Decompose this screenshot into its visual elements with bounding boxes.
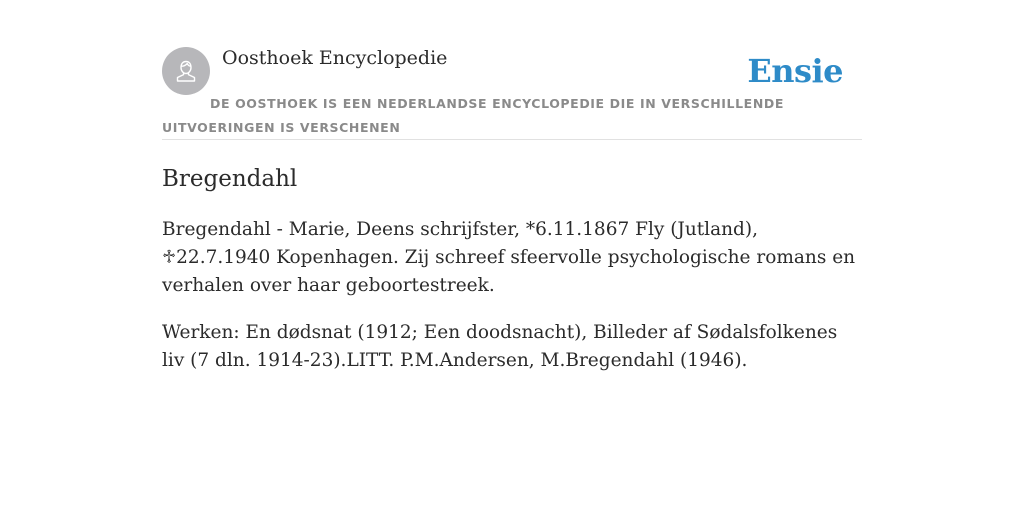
author-tagline: DE OOSTHOEK IS EEN NEDERLANDSE ENCYCLOPEDIE DIE IN VERSCHILLENDE UITVOERINGEN IS VERSCHENEN [162,96,784,135]
article-body [162,216,862,394]
header-divider [162,139,862,140]
ensie-logo[interactable]: Ensie [747,52,843,90]
user-icon [171,56,201,86]
article-paragraph: Bregendahl - Marie, Deens schrijfster, *6.11.1867 Fly (Jutland), ♱22.7.1940 Kopenhagen. Zij schreef sfeervolle psychologische romans en verhalen over haar geboortestreek. [162,219,856,296]
author-avatar[interactable] [162,47,210,95]
author-name[interactable]: Oosthoek Encyclopedie [222,47,448,69]
article-paragraph: Werken: En dødsnat (1912; Een doodsnacht), Billeder af Sødalsfolkenes liv (7 dln. 1914-23).LITT. P.M.Andersen, M.Bregendahl (1946). [162,322,838,371]
article-title: Bregendahl [162,166,298,192]
